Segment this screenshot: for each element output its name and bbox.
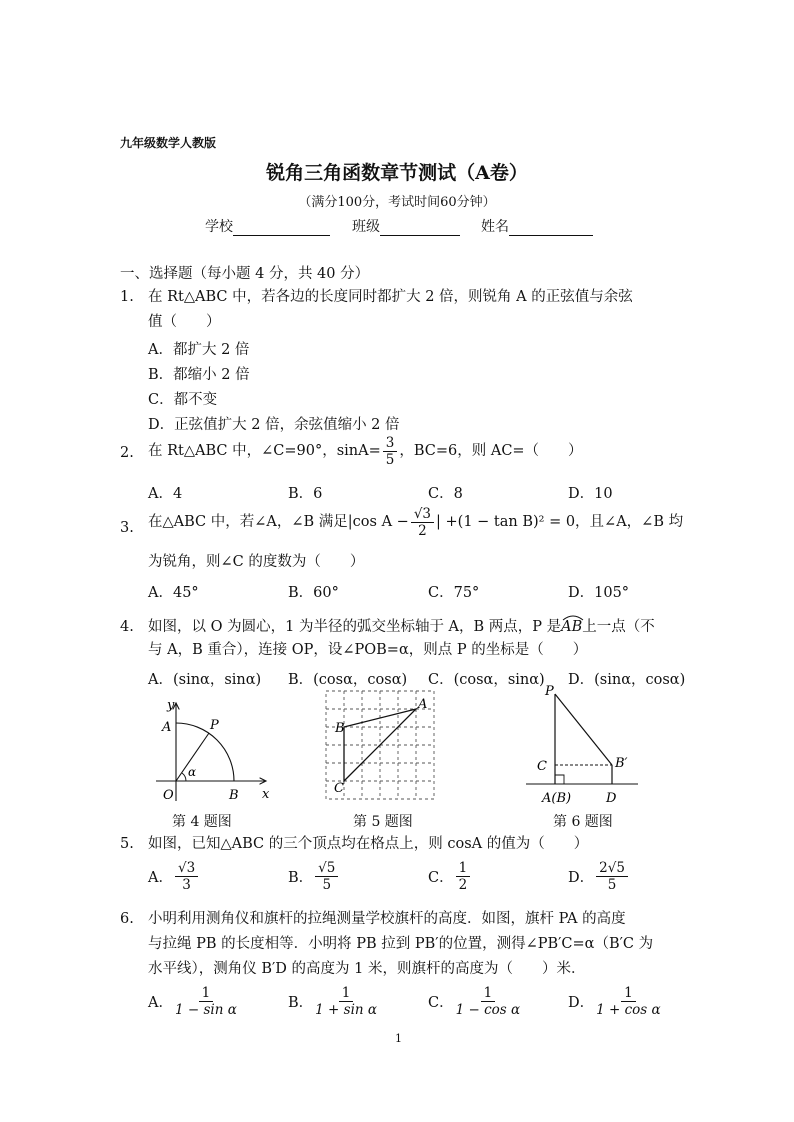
- quarter-arc: [176, 723, 234, 781]
- school-field: [205, 216, 330, 236]
- q3-stem-line1: [148, 507, 683, 538]
- q2-frac-den: 5: [385, 452, 395, 469]
- q2-stem-pre: 在 Rt△ABC 中，∠C=90°，sinA=: [148, 443, 381, 460]
- page-title: 锐角三角函数章节测试（A卷）: [266, 162, 528, 184]
- q4-stem-line1b: 上一点（不: [582, 619, 655, 635]
- class-field: [352, 216, 460, 236]
- q6-option-b: B． $\frac{1}{\text{1 + sin α}}$: [288, 985, 377, 1019]
- fig4-label-o: O: [163, 788, 174, 803]
- q5-option-d: D． $\frac{2√5}{5}$: [568, 861, 630, 892]
- name-blank: [509, 221, 593, 236]
- q1-option-c: C．都不变: [148, 392, 218, 408]
- school-blank: [233, 221, 330, 236]
- q2-option-a: A．4: [148, 486, 183, 502]
- q4-option-b: B．(cosα，cosα): [288, 672, 408, 688]
- fig4-label-a: A: [162, 720, 172, 735]
- right-angle-mark: [555, 775, 564, 784]
- q1-stem-line2: 值（ ）: [148, 314, 221, 330]
- q6-option-d: D． $\frac{1}{\text{1 + cos α}}$: [568, 985, 661, 1019]
- fig4-label-x: x: [262, 787, 270, 802]
- figure-4-caption: 第 4 题图: [172, 814, 232, 830]
- q6-option-a: A． $\frac{1}{\text{1 − sin α}}$: [148, 985, 237, 1019]
- q4-option-d: D．(sinα，cosα): [568, 672, 686, 688]
- page-subtitle: （满分100分，考试时间60分钟）: [298, 195, 496, 210]
- q4-stem-line2: 与 A，B 重合），连接 OP，设∠POB=α，则点 P 的坐标是（ ）: [148, 642, 588, 658]
- figure-6: [520, 682, 645, 807]
- school-label: 学校: [205, 219, 233, 235]
- q3-option-a: A．45°: [148, 585, 199, 601]
- fig4-label-y: y: [167, 698, 175, 713]
- q3-fraction: [411, 507, 434, 538]
- q3-option-b: B．60°: [288, 585, 339, 601]
- q2-option-c: C．8: [428, 486, 463, 502]
- q1-option-a: A．都扩大 2 倍: [148, 342, 250, 358]
- page-number: 1: [395, 1032, 402, 1045]
- q1-option-b: B．都缩小 2 倍: [148, 367, 250, 383]
- class-label: 班级: [352, 219, 380, 235]
- name-field: [481, 216, 593, 236]
- grade-edition: 九年级数学人教版: [120, 136, 217, 150]
- q1-stem-line1: 在 Rt△ABC 中，若各边的长度同时都扩大 2 倍，则锐角 A 的正弦值与余弦: [148, 289, 633, 305]
- q2-frac-num: 3: [383, 436, 398, 452]
- q6-stem-line2: 与拉绳 PB 的长度相等．小明将 PB 拉到 PB′的位置，测得∠PB′C=α（B′C 为: [148, 936, 654, 952]
- q1-number: 1.: [120, 289, 134, 305]
- q3-option-c: C．75°: [428, 585, 480, 601]
- q4-option-a: A．(sinα，sinα): [148, 672, 262, 688]
- q6-stem-line1: 小明利用测角仪和旗杆的拉绳测量学校旗杆的高度．如图，旗杆 PA 的高度: [148, 911, 626, 927]
- figure-5-caption: 第 5 题图: [353, 814, 413, 830]
- q4-stem-line1a: 如图，以 O 为圆心，1 为半径的弧交坐标轴于 A，B 两点，P 是: [148, 619, 562, 635]
- q3-stem-line2: 为锐角，则∠C 的度数为（ ）: [148, 554, 365, 570]
- q5-option-c: C． $\frac{1}{2}$: [428, 861, 472, 892]
- q4-stem-line1: [148, 620, 655, 635]
- fig6-label-c: C: [537, 759, 547, 774]
- q5-option-a: A． $\frac{√3}{3}$: [148, 861, 200, 892]
- rope-pb-prime: [555, 694, 612, 765]
- q3-stem-pre: 在△ABC 中，若∠A，∠B 满足|cos A −: [148, 514, 409, 531]
- fig4-label-alpha: α: [188, 765, 197, 779]
- class-blank: [380, 221, 460, 236]
- q3-frac-num: √3: [411, 507, 434, 523]
- figure-5: [323, 688, 438, 803]
- q2-number: 2.: [120, 445, 134, 461]
- figure-4: [150, 695, 275, 805]
- q6-number: 6.: [120, 911, 134, 927]
- q6-option-c: C． $\frac{1}{\text{1 − cos α}}$: [428, 985, 521, 1019]
- q2-fraction: [383, 436, 398, 467]
- fig6-label-ab: A(B): [542, 791, 572, 806]
- fig6-label-p: P: [545, 684, 554, 699]
- fig5-label-c: C: [334, 781, 344, 796]
- fig6-label-d: D: [606, 791, 617, 806]
- q2-option-b: B．6: [288, 486, 323, 502]
- q3-option-d: D．105°: [568, 585, 630, 601]
- name-label: 姓名: [481, 219, 509, 235]
- fig4-label-p: P: [210, 718, 219, 733]
- q2-stem-post: ，BC=6，则 AC=（ ）: [399, 443, 583, 460]
- fig5-label-a: A: [418, 697, 428, 712]
- q4-arc-ab: AB: [561, 620, 582, 635]
- q5-number: 5.: [120, 836, 134, 852]
- q6-stem-line3: 水平线），测角仪 B′D 的高度为 1 米，则旗杆的高度为（ ）米．: [148, 961, 586, 977]
- q3-stem-post: | +(1 − tan B)² = 0，且∠A，∠B 均: [436, 514, 684, 531]
- q4-number: 4.: [120, 619, 134, 635]
- angle-arc: [182, 773, 186, 781]
- q5-option-b: B． $\frac{√5}{5}$: [288, 861, 340, 892]
- fig5-label-b: B: [335, 721, 345, 736]
- q3-number: 3.: [120, 520, 134, 536]
- arc-mark-icon: [561, 613, 585, 621]
- figure-6-caption: 第 6 题图: [553, 814, 613, 830]
- q2-stem: [148, 436, 583, 467]
- fig6-label-b-prime: B′: [615, 756, 628, 771]
- q4-option-c: C．(cosα，sinα): [428, 672, 545, 688]
- fig4-label-b: B: [229, 788, 239, 803]
- q1-option-d: D．正弦值扩大 2 倍，余弦值缩小 2 倍: [148, 417, 400, 433]
- q3-frac-den: 2: [418, 523, 427, 540]
- q5-stem: 如图，已知△ABC 的三个顶点均在格点上，则 cosA 的值为（ ）: [148, 836, 589, 852]
- q2-option-d: D．10: [568, 486, 613, 502]
- section-heading: 一、选择题（每小题 4 分，共 40 分）: [120, 266, 370, 282]
